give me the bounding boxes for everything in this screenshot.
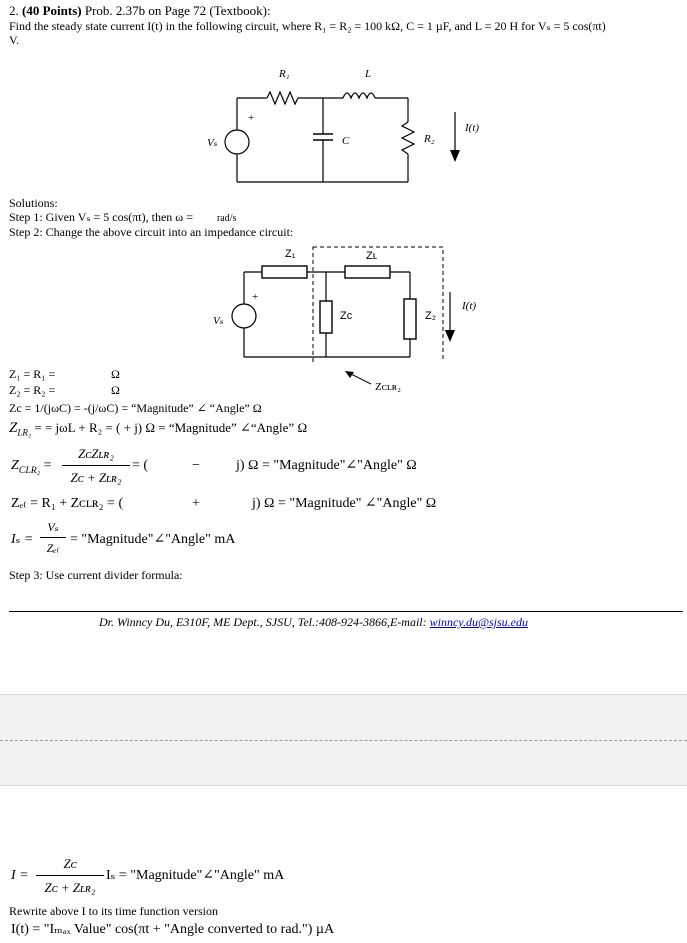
step3-line: Step 3: Use current divider formula: xyxy=(9,568,183,582)
current-arrow-2 xyxy=(440,290,460,350)
zclr2-denominator: Zᴄ + Zʟʀ₂ xyxy=(70,470,122,485)
zl-box xyxy=(345,266,390,278)
step1-unit: rad/s xyxy=(216,213,237,224)
step1-line xyxy=(9,210,236,226)
zeq-rhs: j) Ω = "Magnitude" ∠"Angle" Ω xyxy=(252,496,437,511)
time-function-line: I(t) = "Iₘₐₓ Value" cos(πt + "Angle converted to rad.") µA xyxy=(11,922,335,937)
rewrite-line: Rewrite above I to its time function version xyxy=(9,904,218,918)
zc-box xyxy=(320,301,332,333)
z1-equation: Z₁ = R₁ = xyxy=(9,367,56,381)
zclr2-pointer-arrow xyxy=(343,370,373,386)
r2-label: R₂ xyxy=(424,133,435,145)
vs-label: Vₛ xyxy=(207,137,218,149)
z2-unit: Ω xyxy=(111,383,120,397)
is-rhs: = "Magnitude"∠"Angle" mA xyxy=(70,532,236,547)
zclr2-symbol: Z xyxy=(11,458,19,473)
step1-text: Step 1: Given Vₛ = 5 cos(πt), then ω = xyxy=(9,210,193,224)
step2-line: Step 2: Change the above circuit into an impedance circuit: xyxy=(9,225,294,239)
z2-label: Z₂ xyxy=(425,310,436,322)
zclr2-subscript: CLR₂ xyxy=(18,464,41,476)
zlr2-subscript: LR₂ xyxy=(17,427,32,438)
zclr2-lhs: $Z_{CLR_2}$ = xyxy=(11,458,52,476)
inductor xyxy=(343,93,375,98)
zclr2-label: Zᴄʟʀ₂ xyxy=(375,381,401,393)
footer xyxy=(99,615,528,629)
zclr2-fraction-bar xyxy=(62,465,130,466)
zlr2-rhs: = = jωL + R₂ = ( + j) Ω = “Magnitude” ∠“Angle” Ω xyxy=(34,420,308,435)
problem-points: (40 Points) xyxy=(22,3,82,18)
problem-statement: Find the steady state current I(t) in the following circuit, where R₁ = R₂ = 100 kΩ, C = 1 µF, and L = 20 H for Vₛ = 5 cos(πt) xyxy=(9,19,606,33)
zclr2-rhs1: = ( xyxy=(132,458,149,473)
zl-label: Zʟ xyxy=(366,250,378,262)
zeq-equation: Zₑ₍ = R₁ + Zᴄʟʀ₂ = ( xyxy=(11,496,124,511)
zclr2-numerator: ZᴄZʟʀ₂ xyxy=(78,446,114,461)
zeq-plus: + xyxy=(192,496,200,511)
z2-box xyxy=(404,299,416,339)
circuit-diagram-1 xyxy=(190,60,510,190)
i-lhs: I = xyxy=(11,868,29,883)
is-fraction-bar xyxy=(40,537,66,538)
solutions-heading: Solutions: xyxy=(9,196,58,210)
plus-label-2: + xyxy=(252,291,259,303)
i-denominator: Zᴄ + Zʟʀ₂ xyxy=(44,880,96,895)
vs-label-2: Vₛ xyxy=(213,315,224,327)
is-denominator: Zₑ₍ xyxy=(46,541,60,555)
zclr2-rhs2: j) Ω = "Magnitude"∠"Angle" Ω xyxy=(236,458,417,473)
i-fraction-bar xyxy=(36,875,104,876)
r1-label: R₁ xyxy=(279,68,290,80)
r1-resistor xyxy=(267,92,298,104)
plus-label: + xyxy=(248,112,255,124)
i-rhs: Iₛ = "Magnitude"∠"Angle" mA xyxy=(106,868,285,883)
r2-resistor xyxy=(402,122,414,154)
problem-header xyxy=(9,3,271,18)
zc-label: Zc xyxy=(340,310,353,322)
voltage-source xyxy=(225,130,249,154)
footer-text: Dr. Winncy Du, E310F, ME Dept., SJSU, Tel.:408-924-3866,E-mail: xyxy=(99,615,427,629)
voltage-source-2 xyxy=(232,304,256,328)
zlr2-equation xyxy=(9,420,307,441)
i-numerator: Zᴄ xyxy=(63,856,77,871)
problem-statement-end: V. xyxy=(9,33,20,47)
z1-unit: Ω xyxy=(111,367,120,381)
is-numerator: Vₛ xyxy=(47,520,59,534)
page-break-line xyxy=(0,740,687,741)
l-label: L xyxy=(365,68,372,80)
zclr2-minus: − xyxy=(192,458,200,473)
current-label: I(t) xyxy=(465,122,480,134)
problem-title: Prob. 2.37b on Page 72 (Textbook): xyxy=(84,3,271,18)
problem-number: 2. xyxy=(9,3,19,18)
z1-label: Z₁ xyxy=(285,248,296,260)
is-lhs: Iₛ = xyxy=(11,532,34,547)
z2-equation: Z₂ = R₂ = xyxy=(9,383,56,397)
zc-equation: Zc = 1/(jωC) = -(j/ωC) = “Magnitude” ∠ “Angle” Ω xyxy=(9,401,262,415)
footer-email-link[interactable]: winncy.du@sjsu.edu xyxy=(429,615,529,629)
z1-box xyxy=(262,266,307,278)
c-label: C xyxy=(342,135,350,147)
current-label-2: I(t) xyxy=(462,300,477,312)
zlr2-symbol: Z xyxy=(9,420,18,436)
footer-rule xyxy=(9,611,683,612)
